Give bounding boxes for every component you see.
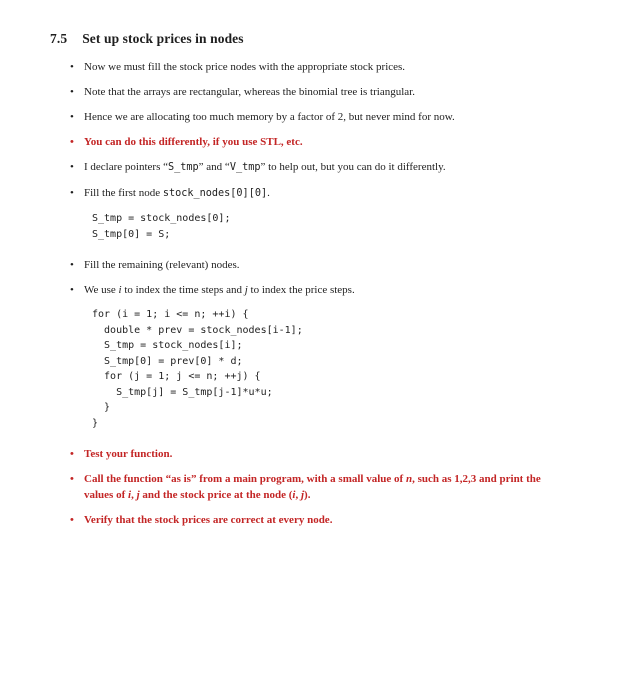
code-line: S_tmp[0] = S; — [92, 228, 171, 240]
bullet-icon: • — [70, 447, 74, 460]
section-number: 7.5 — [50, 31, 68, 46]
bullet-text: , such as 1,2,3 and print the values of — [84, 473, 541, 501]
bullet-item-6 — [50, 185, 554, 202]
bullet-text: to index the time steps and — [121, 284, 245, 296]
bullet-text: We use — [84, 284, 119, 296]
bullet-item-3 — [50, 109, 554, 125]
code-line: } — [92, 402, 111, 413]
section-heading — [50, 31, 581, 47]
inline-code-v-tmp: V_tmp — [229, 162, 261, 173]
bullet-text: Now we must fill the stock price nodes with the appropriate stock prices. — [84, 61, 406, 73]
bullet-icon: • — [70, 60, 74, 73]
math-var-j: j — [300, 489, 305, 501]
bullet-icon: • — [70, 135, 74, 148]
code-line: for (i = 1; i <= n; ++i) { — [92, 309, 249, 320]
bullet-icon: • — [70, 283, 74, 296]
bullet-item-5 — [50, 159, 554, 176]
bullet-icon: • — [70, 472, 74, 485]
code-block-first-node — [92, 211, 581, 242]
bullet-item-4 — [50, 134, 554, 150]
bullet-text: ” to help out, but you can do it differently. — [260, 161, 446, 173]
bullet-icon: • — [70, 258, 74, 271]
code-line: S_tmp[0] = prev[0] * d; — [92, 355, 243, 367]
math-var-i: i — [292, 489, 296, 501]
bullet-icon: • — [70, 186, 74, 199]
code-block-fill-loop — [92, 307, 581, 431]
code-line: } — [92, 417, 99, 429]
bullet-text: . — [267, 187, 270, 199]
math-var-i: i — [128, 489, 132, 501]
bullet-text: Fill the remaining (relevant) nodes. — [84, 259, 240, 271]
bullet-item-2 — [50, 84, 554, 100]
bullet-text: ). — [304, 489, 311, 501]
math-var-j: j — [244, 284, 248, 296]
bullet-item-7 — [50, 257, 554, 273]
bullet-text: I declare pointers “ — [84, 161, 168, 173]
bullet-item-9 — [50, 446, 554, 462]
bullet-text: Fill the first node — [84, 187, 163, 199]
inline-code-stock-nodes: stock_nodes[0][0] — [162, 188, 268, 199]
bullet-icon: • — [70, 110, 74, 123]
bullet-text: ” and “ — [198, 161, 230, 173]
bullet-text: Verify that the stock prices are correct at every node. — [84, 514, 333, 526]
bullet-item-8 — [50, 282, 554, 298]
bullet-text: Test your function. — [84, 448, 173, 460]
code-line: double * prev = stock_nodes[i-1]; — [92, 324, 303, 336]
bullet-icon: • — [70, 513, 74, 526]
math-var-i: i — [118, 284, 122, 296]
code-line: S_tmp = stock_nodes[0]; — [92, 213, 231, 224]
code-line: S_tmp[j] = S_tmp[j-1]*u*u; — [92, 386, 273, 398]
bullet-item-11 — [50, 512, 554, 528]
bullet-text: , — [131, 489, 137, 501]
section-title: Set up stock prices in nodes — [82, 31, 244, 46]
bullet-text: , — [295, 489, 301, 501]
bullet-item-1 — [50, 59, 554, 75]
bullet-text: Hence we are allocating too much memory by a factor of 2, but never mind for now. — [84, 111, 455, 123]
bullet-item-10 — [50, 471, 554, 503]
inline-code-s-tmp: S_tmp — [167, 162, 199, 173]
bullet-text: to index the price steps. — [247, 284, 355, 296]
math-var-j: j — [136, 489, 140, 501]
bullet-icon: • — [70, 160, 74, 173]
bullet-text: Note that the arrays are rectangular, whereas the binomial tree is triangular. — [84, 86, 415, 98]
math-var-n: n — [405, 473, 413, 485]
bullet-icon: • — [70, 85, 74, 98]
bullet-text: and the stock price at the node ( — [139, 489, 293, 501]
bullet-text: Call the function “as is” from a main program, with a small value of — [84, 473, 406, 485]
code-line: S_tmp = stock_nodes[i]; — [92, 340, 243, 351]
code-line: for (j = 1; j <= n; ++j) { — [92, 371, 261, 382]
bullet-text: You can do this differently, if you use STL, etc. — [84, 136, 303, 148]
